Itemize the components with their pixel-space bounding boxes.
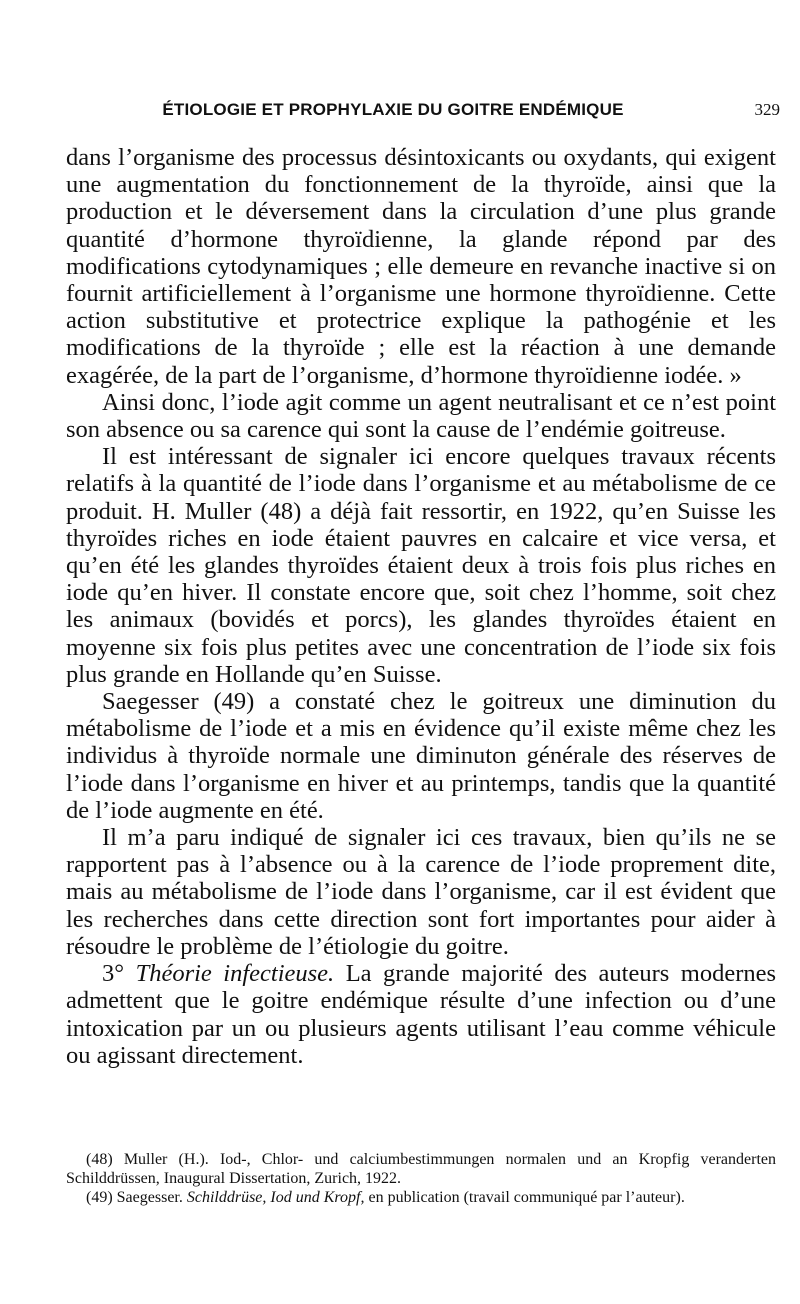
section-heading: Théorie infectieuse. [135, 960, 335, 988]
running-head [66, 100, 780, 130]
paragraph-metabolisme: Il m’a paru indiqué de signaler ici ces travaux, bien qu’ils ne se rapportent pas à l’absence ou à la carence de l’iode proprement dite, mais au métabolisme de l’iode dans l’organisme, car il est évident que les recherches dans cette direction sont fort importantes pour aider à résoudre le problème de l’étiologie du goitre. [66, 824, 776, 960]
paragraph-theorie-infectieuse [66, 960, 776, 1069]
paragraph-muller: Il est intéressant de signaler ici encore quelques travaux récents relatifs à la quantité de l’iode dans l’organisme et au métabolisme de ce produit. H. Muller (48) a déjà fait ressortir, en 1922, qu’en Suisse les thyroïdes riches en iode étaient pauvres en calcaire et vice versa, et qu’en été les glandes thyroïdes étaient deux à trois fois plus riches en iode qu’en hiver. Il constate encore que, soit chez l’homme, soit chez les animaux (bovidés et porcs), les glandes thyroïdes étaient en moyenne six fois plus petites avec une concentration de l’iode six fois plus grande en Hollande qu’en Suisse. [66, 443, 776, 688]
footnote-49-prefix: (49) Saegesser. [86, 1189, 183, 1206]
page-number: 329 [754, 100, 780, 119]
footnotes [66, 1150, 776, 1207]
footnote-49-suffix: en publication (travail communiqué par l’auteur). [368, 1189, 685, 1206]
paragraph-continuation: dans l’organisme des processus désintoxicants ou oxydants, qui exigent une augmentation du fonctionnement de la thyroïde, ainsi que la production et le déversement dans la circulation d’une plus grande quantité d’hormone thyroïdienne, la glande répond par des modifications cytodynamiques ; elle demeure en revanche inactive si on fournit artificiellement à l’organisme une hormone thyroïdienne. Cette action substitutive et protectrice explique la pathogénie et les modifications de la thyroïde ; elle est la réaction à une demande exagérée, de la part de l’organisme, d’hormone thyroïdienne iodée. » [66, 144, 776, 389]
paragraph-iode-neutralisant: Ainsi donc, l’iode agit comme un agent neutralisant et ce n’est point son absence ou sa carence qui sont la cause de l’endémie goitreuse. [66, 388, 776, 444]
footnote-49-title: Schilddrüse, Iod und Kropf, [186, 1189, 365, 1206]
footnote-49 [66, 1188, 776, 1207]
paragraph-saegesser: Saegesser (49) a constaté chez le goitreux une diminution du métabolisme de l’iode et a mis en évidence qu’il existe même chez les individus à thyroïde normale une diminuton générale des réserves de l’iode dans l’organisme en hiver et au printemps, tandis que la quantité de l’iode augmente en été. [66, 688, 776, 824]
running-title: ÉTIOLOGIE ET PROPHYLAXIE DU GOITRE ENDÉMIQUE [162, 100, 624, 119]
section-number: 3° [102, 960, 125, 988]
section-text: La grande majorité des auteurs modernes admettent que le goitre endémique résulte d’une infection ou d’une intoxication par un ou plusieurs agents utilisant l’eau comme véhicule ou agissant directement. [66, 960, 777, 1069]
main-text [66, 144, 776, 1069]
footnote-48: (48) Muller (H.). Iod-, Chlor- und calciumbestimmungen normalen und an Kropfig veranderten Schilddrüssen, Inaugural Dissertation, Zurich, 1922. [66, 1151, 776, 1187]
